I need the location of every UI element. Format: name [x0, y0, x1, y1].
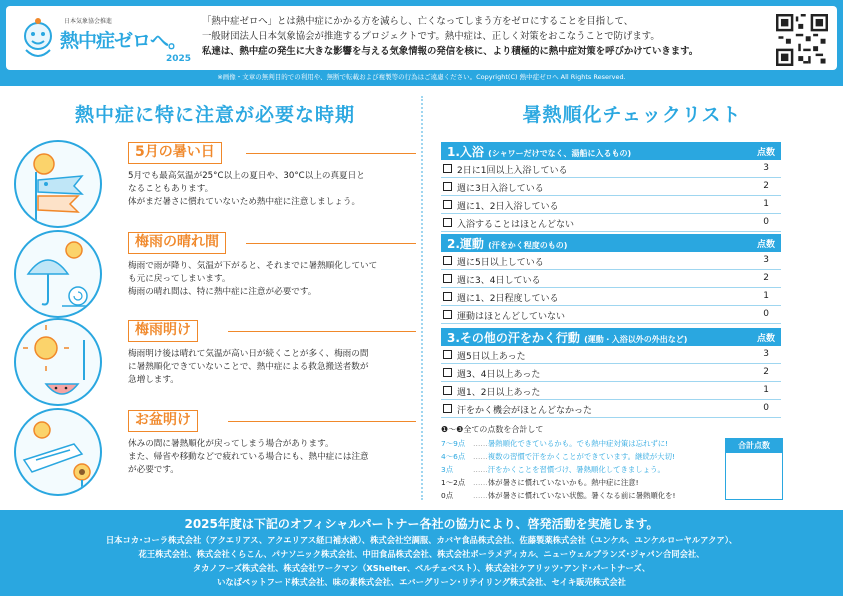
row-label: 週に5日以上している: [457, 258, 544, 268]
desc-line: 梅雨で雨が降り、気温が下がると、それまでに暑熱順化していて: [128, 261, 378, 271]
section-header-other: [441, 328, 781, 346]
period-rainy-end: [14, 318, 418, 406]
score-range: 7～9点: [441, 439, 466, 448]
score-range: 0点: [441, 491, 454, 500]
desc-line: も元に戻ってしまいます。: [128, 274, 231, 284]
partners-footer: [0, 510, 843, 596]
section-title: [447, 143, 631, 160]
period-illustration: [14, 140, 102, 228]
checklist-row[interactable]: [441, 289, 781, 306]
row-points: 3: [763, 163, 769, 173]
left-section-title: 熱中症に特に注意が必要な時期: [74, 104, 355, 126]
umbrella-snail-icon: [16, 232, 102, 318]
points-header: 点数: [756, 334, 775, 344]
leader-dots: ……: [473, 439, 488, 448]
checklist-row[interactable]: [441, 271, 781, 288]
checklist-row[interactable]: [441, 347, 781, 364]
checkbox[interactable]: [443, 200, 452, 209]
desc-line: 急増します。: [128, 375, 179, 385]
logo-year: 2025: [166, 54, 192, 64]
section-header-bath: [441, 142, 781, 160]
sum-instruction: ❶～❸全ての点数を合計して: [441, 425, 544, 434]
row-points: 1: [763, 291, 769, 301]
row-label: 週に1、2日程度している: [457, 294, 559, 304]
score-text: 汗をかくことを習慣づけ、暑熱順化してきましょう。: [487, 465, 665, 474]
checkbox[interactable]: [443, 274, 452, 283]
qr-code-icon[interactable]: [776, 14, 828, 66]
section-subtitle: (汗をかく程度のもの): [488, 241, 568, 250]
checklist-row[interactable]: [441, 253, 781, 270]
title-rule: [246, 243, 416, 244]
checklist-row[interactable]: [441, 401, 781, 418]
section-subtitle: (運動・入浴以外の外出など): [584, 335, 688, 344]
desc-line: 梅雨の晴れ間は、特に熱中症に注意が必要です。: [128, 287, 317, 297]
project-logo[interactable]: [16, 12, 196, 68]
score-legend-row: [441, 451, 721, 462]
sun-watermelon-icon: [16, 320, 102, 406]
period-description: [128, 438, 418, 477]
score-text: 体が暑さに慣れていないかも。熱中症に注意!: [487, 478, 639, 487]
intro-line: 「熱中症ゼロへ」とは熱中症にかかる方を減らし、亡くなってしまう方をゼロにすることを目指して、: [202, 16, 634, 27]
score-range: 1～2点: [441, 478, 466, 487]
org-line: 日本気象協会推進: [64, 18, 113, 25]
period-illustration: [14, 230, 102, 318]
row-label: 入浴することはほとんどない: [457, 220, 575, 230]
section-title-text: 2.運動: [447, 237, 484, 251]
leader-dots: ……: [473, 452, 488, 461]
checkbox[interactable]: [443, 310, 452, 319]
mascot-icon: [16, 16, 60, 64]
score-text: 体が暑さに慣れていない状態。暑くなる前に暑熱順化を!: [487, 491, 676, 500]
header-panel: [6, 6, 837, 70]
checkbox[interactable]: [443, 218, 452, 227]
column-divider: [421, 96, 423, 500]
row-label: 週に3、4日している: [457, 276, 541, 286]
title-rule: [246, 153, 416, 154]
row-label: 週に3日入浴している: [457, 184, 544, 194]
intro-line: 私達は、熱中症の発生に大きな影響を与える気象情報の発信を核に、より積極的に熱中症対策を呼びかけていきます。: [202, 46, 699, 57]
period-description: [128, 348, 418, 387]
row-points: 3: [763, 255, 769, 265]
desc-line: なることもあります。: [128, 184, 214, 194]
period-description: [128, 260, 418, 299]
train-sunflower-icon: [16, 410, 102, 496]
leader-dots: ……: [473, 465, 488, 474]
checkbox[interactable]: [443, 386, 452, 395]
period-title: 梅雨明け: [128, 320, 198, 342]
title-rule: [228, 331, 416, 332]
total-score-box[interactable]: [725, 438, 783, 500]
period-title: 5月の暑い日: [128, 142, 222, 164]
row-points: 2: [763, 273, 769, 283]
section-title: [447, 235, 567, 252]
row-points: 0: [763, 403, 769, 413]
score-legend-row: [441, 477, 721, 488]
score-legend-row: [441, 464, 721, 475]
partners-line: いなばペットフード株式会社、味の素株式会社、エバーグリーン･リテイリング株式会社、セイキ販売株式会社: [217, 577, 626, 587]
section-header-exercise: [441, 234, 781, 252]
checkbox[interactable]: [443, 404, 452, 413]
period-illustration: [14, 408, 102, 496]
row-points: 0: [763, 309, 769, 319]
checkbox[interactable]: [443, 182, 452, 191]
desc-line: 梅雨明け後は晴れて気温が高い日が続くことが多く、梅雨の間: [128, 349, 369, 359]
checklist-row[interactable]: [441, 307, 781, 324]
checklist-row[interactable]: [441, 161, 781, 178]
title-rule: [228, 421, 416, 422]
logo-name: 熱中症ゼロへ。: [60, 30, 187, 52]
header-banner: [0, 0, 843, 86]
partners-line: 花王株式会社、株式会社くらこん、パナソニック株式会社、中田食品株式会社、株式会社ポーラメディカル、ニューウェルブランズ･ジャパン合同会社、: [138, 549, 705, 559]
period-title: 梅雨の晴れ間: [128, 232, 226, 254]
row-points: 0: [763, 217, 769, 227]
checklist-row[interactable]: [441, 383, 781, 400]
row-points: 2: [763, 367, 769, 377]
period-description: [128, 170, 418, 209]
section-subtitle: (シャワーだけでなく、湯船に入るもの): [488, 149, 632, 158]
checklist-row[interactable]: [441, 197, 781, 214]
row-points: 1: [763, 385, 769, 395]
row-points: 1: [763, 199, 769, 209]
row-label: 運動はほとんどしていない: [457, 312, 566, 322]
period-rainy-break: [14, 230, 418, 318]
row-points: 3: [763, 349, 769, 359]
score-range: 3点: [441, 465, 454, 474]
score-text: 複数の習慣で汗をかくことができています。継続が大切!: [487, 452, 675, 461]
desc-line: また、帰省や移動などで疲れている場合にも、熱中症には注意: [128, 452, 369, 462]
total-score-label: 合計点数: [726, 439, 782, 453]
leader-dots: ……: [473, 478, 488, 487]
checklist-row[interactable]: [441, 365, 781, 382]
checkbox[interactable]: [443, 164, 452, 173]
row-label: 週1、2日以上あった: [457, 388, 541, 398]
desc-line: 体がまだ暑さに慣れていないため熱中症に注意しましょう。: [128, 197, 361, 207]
sun-carp-streamer-icon: [16, 142, 102, 228]
checkbox[interactable]: [443, 292, 452, 301]
checkbox[interactable]: [443, 256, 452, 265]
desc-line: に暑熱順化できていないことで、熱中症による救急搬送者数が: [128, 362, 369, 372]
partners-heading: 2025年度は下記のオフィシャルパートナー各社の協力により、啓発活動を実施します。: [184, 517, 659, 531]
period-may: [14, 140, 418, 228]
row-points: 2: [763, 181, 769, 191]
period-title: お盆明け: [128, 410, 198, 432]
row-label: 2日に1回以上入浴している: [457, 166, 568, 176]
section-title-text: 1.入浴: [447, 145, 484, 159]
score-legend-row: [441, 490, 721, 501]
partners-line: 日本コカ･コーラ株式会社（アクエリアス、アクエリアス経口補水液）、株式会社空調服、カバヤ食品株式会社、佐藤製薬株式会社（ユンケル、ユンケルローヤルアクア）、: [105, 535, 738, 545]
section-title-text: 3.その他の汗をかく行動: [447, 331, 580, 345]
points-header: 点数: [756, 240, 775, 250]
checkbox[interactable]: [443, 368, 452, 377]
checklist-row[interactable]: [441, 179, 781, 196]
row-label: 汗をかく機会がほとんどなかった: [457, 406, 593, 416]
checkbox[interactable]: [443, 350, 452, 359]
intro-text: [202, 14, 762, 59]
desc-line: が必要です。: [128, 465, 179, 475]
row-label: 週5日以上あった: [457, 352, 526, 362]
period-illustration: [14, 318, 102, 406]
score-legend-row: [441, 438, 721, 449]
intro-line: 一般財団法人日本気象協会が推進するプロジェクトです。熱中症は、正しく対策をおこなうことで防げます。: [202, 31, 660, 42]
period-obon: [14, 408, 418, 496]
right-section-title: 暑熱順化チェックリスト: [522, 104, 742, 126]
leader-dots: ……: [473, 491, 488, 500]
partners-line: タカノフーズ株式会社、株式会社ワークマン（XShelter、ベルチェベスト）、株式会社ケアリッツ･アンド･パートナーズ、: [192, 563, 651, 573]
section-title: [447, 329, 687, 346]
copyright-notice: ※画像・文章の無判目的での利用や、無断で転載および複製等の行為はご遠慮ください。Copyright(C) 熱中症ゼロへ All Rights Reserved.: [217, 73, 626, 81]
row-label: 週3、4日以上あった: [457, 370, 541, 380]
score-range: 4～6点: [441, 452, 466, 461]
desc-line: 5月でも最高気温が25°C以上の夏日や、30°C以上の真夏日と: [128, 171, 365, 181]
row-label: 週に1、2日入浴している: [457, 202, 559, 212]
desc-line: 休みの間に暑熱順化が戻ってしまう場合があります。: [128, 439, 334, 449]
checklist-row[interactable]: [441, 215, 781, 232]
score-text: 暑熱順化できているかも。でも熱中症対策は忘れずに!: [487, 439, 669, 448]
points-header: 点数: [756, 148, 775, 158]
